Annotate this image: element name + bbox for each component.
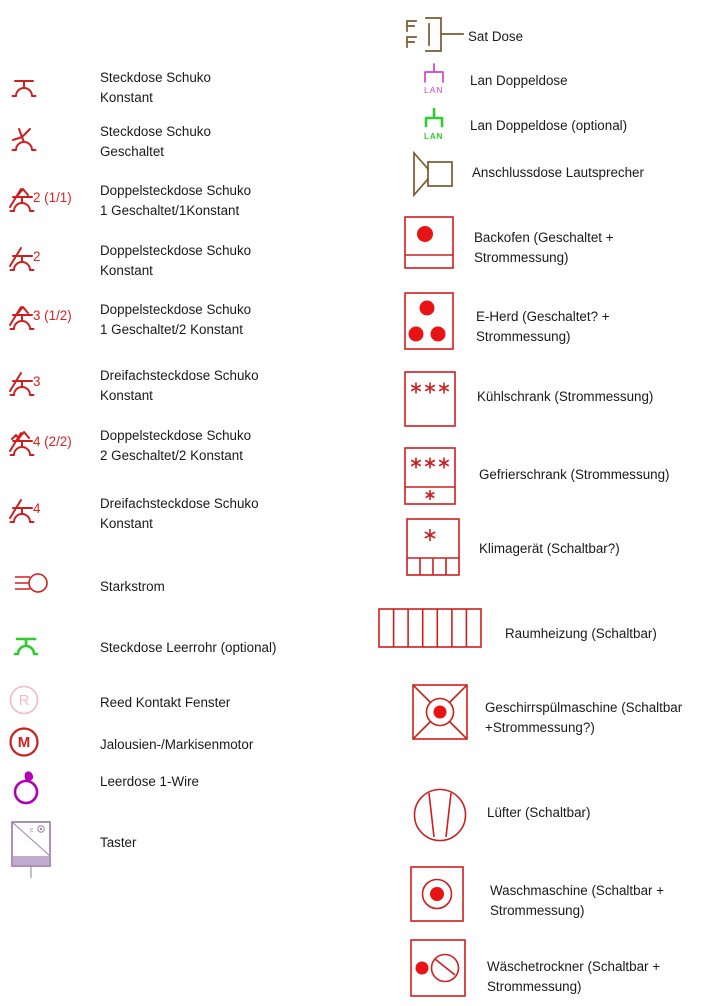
legend-label: Lüfter (Schaltbar) [487,805,591,820]
legend-label: Doppelsteckdose Schuko 2 Geschaltet/2 Konstant [100,428,252,463]
legend-label: Wäschetrockner (Schaltbar + Strommessung) [487,959,661,994]
sat-dose-icon [400,14,466,58]
socket-switched-icon [10,126,40,156]
reed-contact-icon [8,684,40,716]
legend-label: Steckdose Leerrohr (optional) [100,640,277,655]
speaker-icon [406,148,464,200]
legend-label: Lan Doppeldose (optional) [470,118,628,133]
socket-count-badge: 4 [33,501,41,516]
socket-constant-icon [10,72,40,102]
lan-double-optional-icon [416,106,452,152]
legend-label: E-Herd (Geschaltet? + Strommessung) [476,309,610,344]
legend-label: Doppelsteckdose Schuko Konstant [100,243,252,278]
kuehlschrank-icon [404,371,456,427]
legend-label: Anschlussdose Lautsprecher [472,165,644,180]
legend-label: Gefrierschrank (Strommessung) [479,467,670,482]
motor-icon [8,726,40,758]
onewire-icon [10,765,44,807]
svg-text:LAN: LAN [424,85,444,95]
legend-label: Lan Doppeldose [470,73,568,88]
lan-double-icon [416,60,452,106]
socket-leerrohr-icon [12,630,42,660]
socket-count-badge: 2 [33,249,41,264]
backofen-icon [404,216,454,269]
svg-text:LAN: LAN [424,132,444,141]
legend-label: Kühlschrank (Strommessung) [477,389,654,404]
legend-label: Starkstrom [100,579,165,594]
svg-text:R: R [18,692,30,709]
waeschetrockner-icon [410,939,466,997]
legend-label: Doppelsteckdose Schuko 1 Geschaltet/2 Konstant [100,302,252,337]
legend-label: Sat Dose [468,29,524,44]
legend-label: Reed Kontakt Fenster [100,695,231,710]
legend-label: Klimagerät (Schaltbar?) [479,541,620,556]
taster-icon [8,818,54,878]
legend-label: Raumheizung (Schaltbar) [505,626,657,641]
starkstrom-icon [12,566,50,600]
legend-label: Steckdose Schuko Geschaltet [100,124,211,159]
eherd-icon [404,292,454,350]
waschmaschine-icon [410,866,464,922]
legend-label: Jalousien-/Markisenmotor [100,737,254,752]
legend-label: Waschmaschine (Schaltbar + Strommessung) [490,883,665,918]
legend-label: Geschirrspülmaschine (Schaltbar +Strommessung?) [485,700,683,735]
socket-count-badge: 3 [33,374,41,389]
legend-label: Leerdose 1-Wire [100,774,199,789]
geschirrspuelmaschine-icon [412,684,468,740]
svg-text:c: c [30,827,34,834]
legend-label: Taster [100,835,137,850]
raumheizung-icon [378,608,482,648]
legend-label: Backofen (Geschaltet + Strommessung) [474,230,614,265]
legend-label: Dreifachsteckdose Schuko Konstant [100,496,259,531]
luefter-icon [412,787,468,843]
gefrierschrank-icon [404,447,456,505]
socket-count-badge: 4 (2/2) [33,434,72,449]
socket-count-badge: 3 (1/2) [33,308,72,323]
svg-text:M: M [17,734,31,751]
socket-count-badge: 2 (1/1) [33,190,72,205]
klimageraet-icon [406,518,460,576]
legend-label: Doppelsteckdose Schuko 1 Geschaltet/1Konstant [100,183,252,218]
legend-label: Dreifachsteckdose Schuko Konstant [100,368,259,403]
legend-label: Steckdose Schuko Konstant [100,70,211,105]
